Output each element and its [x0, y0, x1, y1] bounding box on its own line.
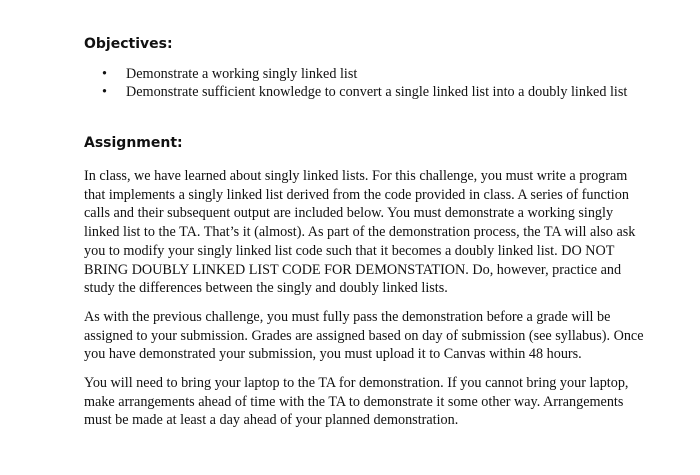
objectives-list: [84, 65, 644, 101]
assignment-paragraph-2: As with the previous challenge, you must fully pass the demonstration before a grade will be assigned to your submission. Grades are assigned based on day of submission (see syllabus). Once you have demonstrated your submission, you must upload it to Canvas within 48 hours.: [84, 308, 644, 363]
assignment-paragraph-1: In class, we have learned about singly linked lists. For this challenge, you must write a program that implements a singly linked list derived from the code provided in class. A series of function calls and their subsequent output are included below. You must demonstrate a working singly linked list to the TA. That’s it (almost). As part of the demonstration process, the TA will also ask you to modify your singly linked list code such that it becomes a doubly linked list. DO NOT BRING DOUBLY LINKED LIST CODE FOR DEMONSTATION. Do, however, practice and study the differences between the singly and doubly linked lists.: [84, 168, 636, 297]
document-page: [84, 35, 644, 430]
objectives-heading: Objectives:: [84, 36, 173, 52]
objective-text: Demonstrate a working singly linked list: [126, 66, 358, 82]
objective-text: Demonstrate sufficient knowledge to convert a single linked list into a doubly linked list: [126, 84, 628, 100]
bullet-icon: •: [102, 84, 107, 100]
list-item: [84, 65, 644, 83]
assignment-paragraph-3: You will need to bring your laptop to the TA for demonstration. If you cannot bring your laptop, make arrangements ahead of time with the TA to demonstrate it some other way. Arrangements must be made at least a day ahead of your planned demonstration.: [84, 375, 629, 429]
list-item: [84, 83, 644, 101]
bullet-icon: •: [102, 66, 107, 82]
assignment-heading: Assignment:: [84, 135, 183, 151]
